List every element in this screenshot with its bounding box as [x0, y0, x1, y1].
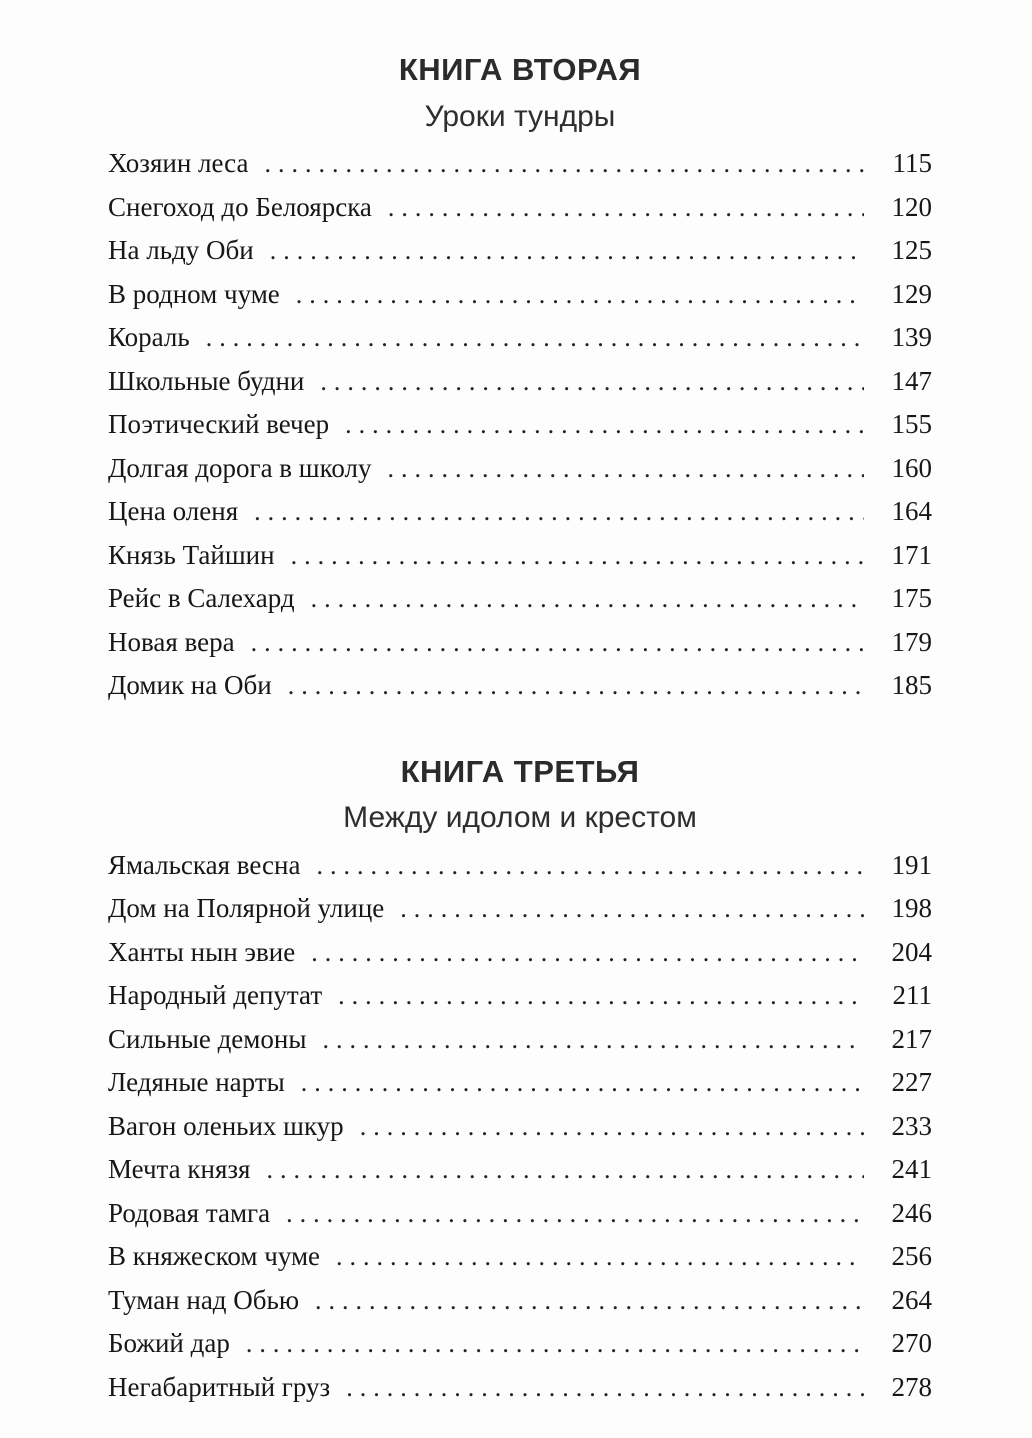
toc-row [108, 316, 932, 360]
toc-entry-page: 160 [891, 452, 932, 483]
toc-row [108, 1279, 932, 1323]
dot-leader-icon [286, 1192, 864, 1236]
toc-entry-title: Вагон оленьих шкур [108, 1110, 344, 1141]
toc-sections [108, 52, 932, 1409]
toc-row [108, 360, 932, 404]
toc-entry-title: Новая вера [108, 626, 235, 657]
dot-leader-icon [251, 621, 864, 665]
toc-entry-title: Ханты нын эвие [108, 936, 296, 967]
dot-leader-icon [311, 931, 864, 975]
toc-row [108, 887, 932, 931]
toc-row [108, 1105, 932, 1149]
toc-row [108, 621, 932, 665]
toc-entry-page: 246 [891, 1197, 932, 1228]
dot-leader-icon [387, 447, 864, 491]
toc-entry-page: 164 [891, 496, 932, 527]
book-section [108, 52, 932, 708]
dot-leader-icon [388, 186, 864, 230]
dot-leader-icon [316, 844, 864, 888]
dot-leader-icon [315, 1279, 864, 1323]
toc-row [108, 931, 932, 975]
toc-row [108, 577, 932, 621]
toc-entry-page: 120 [891, 191, 932, 222]
toc-row [108, 844, 932, 888]
toc-entry-title: Князь Тайшин [108, 539, 275, 570]
book-title: КНИГА ТРЕТЬЯ [400, 753, 640, 789]
toc-entry-title: В княжеском чуме [108, 1241, 321, 1272]
toc-entry-title: Школьные будни [108, 365, 305, 396]
toc-entry-title: Домик на Оби [108, 670, 272, 701]
toc-entry-page: 278 [891, 1371, 932, 1402]
toc-entry-page: 179 [891, 626, 932, 657]
dot-leader-icon [246, 1322, 864, 1366]
toc-entry-title: Божий дар [108, 1328, 230, 1359]
toc-row [108, 490, 932, 534]
toc-entry-page: 204 [891, 936, 932, 967]
toc-entry-page: 264 [891, 1284, 932, 1315]
toc-entries [108, 142, 932, 708]
toc-row [108, 1061, 932, 1105]
dot-leader-icon [254, 490, 864, 534]
toc-entry-page: 217 [891, 1023, 932, 1054]
toc-entry-title: Дом на Полярной улице [108, 893, 385, 924]
toc-row [108, 142, 932, 186]
dot-leader-icon [345, 403, 864, 447]
toc-entry-page: 211 [892, 980, 932, 1011]
book-subtitle: Между идолом и крестом [343, 801, 697, 835]
dot-leader-icon [266, 1148, 864, 1192]
toc-row [108, 1192, 932, 1236]
toc-entry-title: Народный депутат [108, 980, 323, 1011]
toc-entry-title: Сильные демоны [108, 1023, 307, 1054]
dot-leader-icon [360, 1105, 864, 1149]
toc-entry-page: 175 [891, 583, 932, 614]
toc-entry-page: 129 [891, 278, 932, 309]
toc-entry-title: В родном чуме [108, 278, 280, 309]
toc-entry-title: Цена оленя [108, 496, 239, 527]
dot-leader-icon [264, 142, 864, 186]
toc-entry-title: Родовая тамга [108, 1197, 271, 1228]
book-subtitle: Уроки тундры [424, 99, 616, 133]
dot-leader-icon [296, 273, 864, 317]
toc-entry-page: 139 [891, 322, 932, 353]
toc-entry-page: 241 [891, 1154, 932, 1185]
toc-entry-title: Снегоход до Белоярска [108, 191, 372, 222]
dot-leader-icon [338, 974, 864, 1018]
toc-row [108, 1148, 932, 1192]
dot-leader-icon [400, 887, 864, 931]
toc-entry-title: Кораль [108, 322, 190, 353]
book-section [108, 754, 932, 1410]
toc-entry-title: Рейс в Салехард [108, 583, 295, 614]
toc-row [108, 447, 932, 491]
toc-row [108, 229, 932, 273]
toc-row [108, 1018, 932, 1062]
toc-entry-title: Ледяные нарты [108, 1067, 285, 1098]
toc-entry-page: 270 [891, 1328, 932, 1359]
toc-row [108, 974, 932, 1018]
book-title: КНИГА ВТОРАЯ [398, 52, 642, 87]
dot-leader-icon [288, 664, 864, 708]
dot-leader-icon [311, 577, 864, 621]
toc-entry-page: 198 [891, 893, 932, 924]
toc-entry-page: 125 [891, 235, 932, 266]
dot-leader-icon [291, 534, 864, 578]
toc-entry-page: 227 [891, 1067, 932, 1098]
toc-entry-title: Долгая дорога в школу [108, 452, 372, 483]
toc-entry-page: 185 [891, 670, 932, 701]
toc-entry-title: Туман над Обью [108, 1284, 300, 1315]
toc-entry-title: На льду Оби [108, 235, 254, 266]
toc-entries [108, 844, 932, 1410]
toc-entry-title: Поэтический вечер [108, 409, 330, 440]
dot-leader-icon [322, 1018, 864, 1062]
toc-entry-title: Хозяин леса [108, 148, 249, 179]
toc-row [108, 1366, 932, 1410]
toc-entry-page: 233 [891, 1110, 932, 1141]
toc-entry-title: Негабаритный груз [108, 1371, 331, 1402]
toc-entry-page: 147 [891, 365, 932, 396]
dot-leader-icon [336, 1235, 864, 1279]
toc-entry-page: 115 [892, 148, 932, 179]
toc-row [108, 186, 932, 230]
dot-leader-icon [346, 1366, 864, 1410]
toc-entry-title: Ямальская весна [108, 849, 301, 880]
toc-entry-title: Мечта князя [108, 1154, 251, 1185]
toc-row [108, 534, 932, 578]
toc-row [108, 403, 932, 447]
dot-leader-icon [320, 360, 864, 404]
toc-entry-page: 256 [891, 1241, 932, 1272]
toc-entry-page: 191 [891, 849, 932, 880]
dot-leader-icon [301, 1061, 864, 1105]
dot-leader-icon [270, 229, 864, 273]
toc-row [108, 664, 932, 708]
toc-entry-page: 171 [891, 539, 932, 570]
toc-row [108, 1322, 932, 1366]
toc-row [108, 1235, 932, 1279]
dot-leader-icon [206, 316, 864, 360]
toc-entry-page: 155 [891, 409, 932, 440]
toc-row [108, 273, 932, 317]
